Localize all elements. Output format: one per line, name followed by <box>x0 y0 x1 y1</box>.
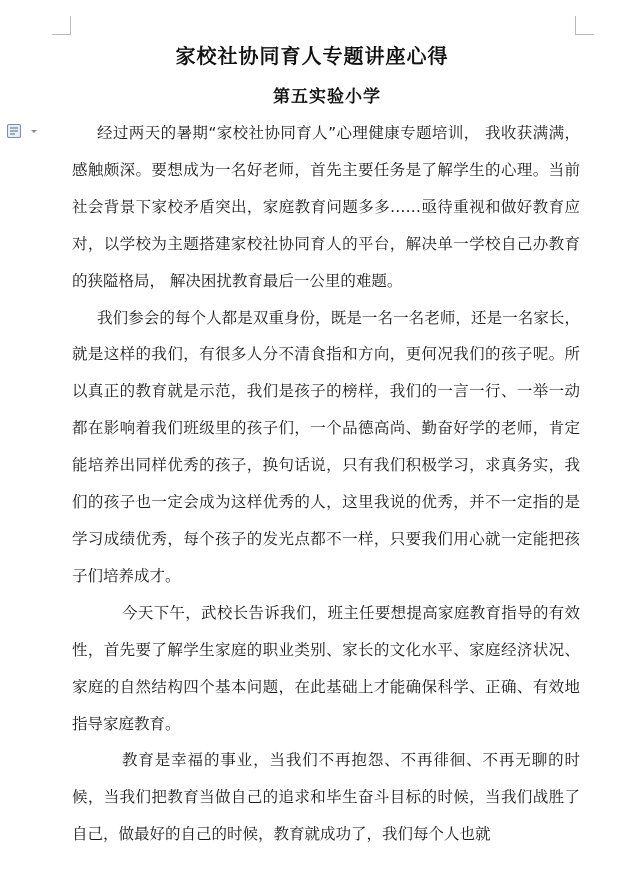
document-paragraph-icon <box>6 123 22 139</box>
document-subtitle: 第五实验小学 <box>273 87 381 107</box>
document-title: 家校社协同育人专题讲座心得 <box>175 44 449 68</box>
dropdown-arrow-icon[interactable] <box>28 123 40 139</box>
document-body <box>72 115 580 853</box>
paragraph-4: 教育是幸福的事业，当我们不再抱怨、不再徘徊、不再无聊的时候，当我们把教育当做自己的追求和毕生奋斗目标的时候，当我们战胜了自己，做最好的自己的时候，教育就成功了，我们每个人也就 <box>72 751 580 844</box>
paragraph-marker[interactable] <box>6 122 40 140</box>
page-corner-mark-top-left <box>52 16 71 35</box>
paragraph-1: 经过两天的暑期“家校社协同育人”心理健康专题培训， 我收获满满，感触颇深。要想成为一名好老师，首先主要任务是了解学生的心理。当前社会背景下家校矛盾突出，家庭教育问题多多……亟待重视和做好教育应对，以学校为主题搭建家校社协同育人的平台，解决单一学校自己办教育的狭隘格局， 解决困扰教育最后一公里的难题。 <box>72 124 580 290</box>
paragraph-3: 今天下午，武校长告诉我们，班主任要想提高家庭教育指导的有效性，首先要了解学生家庭的职业类别、家长的文化水平、家庭经济状况、家庭的自然结构四个基本问题，在此基础上才能确保科学、正确、有效地指导家庭教育。 <box>72 603 580 733</box>
paragraph-2: 我们参会的每个人都是双重身份，既是一名一名老师，还是一名家长，就是这样的我们，有很多人分不清食指和方向，更何况我们的孩子呢。所以真正的教育就是示范，我们是孩子的榜样，我们的一言一行、一举一动都在影响着我们班级里的孩子们，一个品德高尚、勤奋好学的老师，肯定能培养出同样优秀的孩子，换句话说，只有我们积极学习，求真务实，我们的孩子也一定会成为这样优秀的人，这里我说的优秀，并不一定指的是学习成绩优秀，每个孩子的发光点都不一样，只要我们用心就一定能把孩子们培养成才。 <box>72 308 580 585</box>
page-corner-mark-top-right <box>575 16 594 35</box>
